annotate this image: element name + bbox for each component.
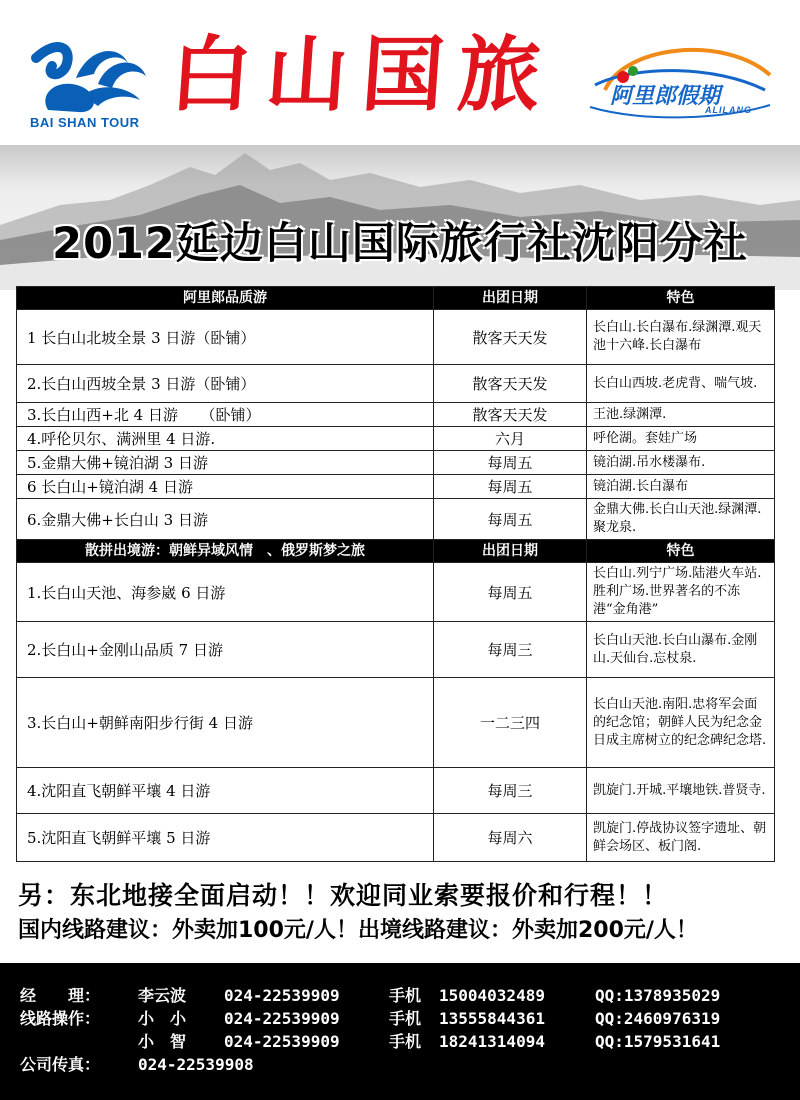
abroad-header-row	[17, 540, 775, 563]
date-cell: 散客天天发	[434, 310, 587, 365]
table-row	[17, 427, 775, 451]
contact-label: 线路操作：	[20, 1009, 101, 1028]
date-cell: 每周五	[434, 499, 587, 540]
logo-left-caption: BAI SHAN TOUR	[30, 115, 140, 130]
contact-footer	[0, 963, 800, 1100]
features-cell: 呼伦湖。套娃广场	[587, 427, 775, 451]
contact-phone: 024-22539909	[224, 1032, 340, 1051]
abroad-header-date: 出团日期	[434, 540, 587, 563]
route-cell: 4.沈阳直飞朝鲜平壤 4 日游	[17, 768, 434, 814]
logo-right-subword: ALILANG	[705, 105, 752, 115]
features-cell: 王池.绿渊潭.	[587, 403, 775, 427]
date-cell: 每周五	[434, 563, 587, 622]
features-cell: 长白山天池.南阳.忠将军会面的纪念馆；朝鲜人民为纪念金日成主席树立的纪念碑纪念塔.	[587, 678, 775, 768]
table-row	[17, 768, 775, 814]
abroad-header-route: 散拼出境游：朝鲜异域风情 、俄罗斯梦之旅	[17, 540, 434, 563]
contact-qq: QQ:2460976319	[595, 1009, 721, 1028]
route-cell: 5.金鼎大佛+镜泊湖 3 日游	[17, 451, 434, 475]
table-row	[17, 814, 775, 862]
features-cell: 长白山西坡.老虎背、喘气坡.	[587, 365, 775, 403]
table-row	[17, 451, 775, 475]
contact-label: 经 理：	[20, 986, 101, 1005]
contact-row-operator-1	[20, 1006, 720, 1029]
date-cell: 散客天天发	[434, 365, 587, 403]
features-cell: 金鼎大佛.长白山天池.绿渊潭.聚龙泉.	[587, 499, 775, 540]
date-cell: 每周六	[434, 814, 587, 862]
table-row	[17, 365, 775, 403]
route-cell: 3.长白山西+北 4 日游 （卧铺）	[17, 403, 434, 427]
contact-name: 小 智	[138, 1032, 187, 1051]
route-cell: 1.长白山天池、海参崴 6 日游	[17, 563, 434, 622]
table-row	[17, 499, 775, 540]
contact-mobile: 13555844361	[439, 1009, 545, 1028]
route-cell: 1 长白山北坡全景 3 日游（卧铺）	[17, 310, 434, 365]
domestic-header-route: 阿里郎品质游	[17, 287, 434, 310]
domestic-header-features: 特色	[587, 287, 775, 310]
notice-line-2: 国内线路建议：外卖加100元/人！出境线路建议：外卖加200元/人！	[18, 918, 698, 943]
features-cell: 镜泊湖.吊水楼瀑布.	[587, 451, 775, 475]
contact-row-manager	[20, 983, 720, 1006]
date-cell: 每周三	[434, 622, 587, 678]
domestic-header-date: 出团日期	[434, 287, 587, 310]
contact-qq: QQ:1579531641	[595, 1032, 721, 1051]
contact-phone: 024-22539909	[224, 986, 340, 1005]
contact-qq: QQ:1378935029	[595, 986, 721, 1005]
contact-row-fax	[20, 1052, 254, 1075]
features-cell: 凯旋门.停战协议签字遗址、朝鲜会场区、板门阁.	[587, 814, 775, 862]
contact-mobile: 18241314094	[439, 1032, 545, 1051]
fax-label: 公司传真：	[20, 1055, 101, 1074]
table-row	[17, 678, 775, 768]
tour-table	[16, 286, 774, 862]
date-cell: 每周五	[434, 475, 587, 499]
table-row	[17, 403, 775, 427]
date-cell: 一二三四	[434, 678, 587, 768]
date-cell: 散客天天发	[434, 403, 587, 427]
fax-number: 024-22539908	[138, 1055, 254, 1074]
banner-title: 2012延边白山国际旅行社沈阳分社	[52, 219, 748, 269]
features-cell: 凯旋门.开城.平壤地铁.普贤寺.	[587, 768, 775, 814]
contact-name: 小 小	[138, 1009, 187, 1028]
route-cell: 6.金鼎大佛+长白山 3 日游	[17, 499, 434, 540]
contact-phone: 024-22539909	[224, 1009, 340, 1028]
route-cell: 5.沈阳直飞朝鲜平壤 5 日游	[17, 814, 434, 862]
features-cell: 长白山天池.长白山瀑布.金刚山.天仙台.忘杖泉.	[587, 622, 775, 678]
route-cell: 2.长白山+金刚山品质 7 日游	[17, 622, 434, 678]
features-cell: 长白山.长白瀑布.绿渊潭.观天池十六峰.长白瀑布	[587, 310, 775, 365]
contact-row-operator-2	[20, 1029, 720, 1052]
date-cell: 每周三	[434, 768, 587, 814]
mobile-label: 手机	[389, 1032, 422, 1051]
notice-line-1: 另：东北地接全面启动！！欢迎同业索要报价和行程！！	[18, 881, 669, 910]
domestic-header-row	[17, 287, 775, 310]
mobile-label: 手机	[389, 1009, 422, 1028]
abroad-header-features: 特色	[587, 540, 775, 563]
alilang-logo	[585, 35, 775, 125]
route-cell: 4.呼伦贝尔、满洲里 4 日游.	[17, 427, 434, 451]
table-row	[17, 563, 775, 622]
contact-mobile: 15004032489	[439, 986, 545, 1005]
header	[0, 0, 800, 145]
mountain-banner	[0, 145, 800, 290]
table-row	[17, 622, 775, 678]
date-cell: 每周五	[434, 451, 587, 475]
route-cell: 2.长白山西坡全景 3 日游（卧铺）	[17, 365, 434, 403]
date-cell: 六月	[434, 427, 587, 451]
table-row	[17, 475, 775, 499]
baishan-logo	[28, 38, 153, 133]
table-row	[17, 310, 775, 365]
wave-logo-icon	[28, 38, 153, 116]
features-cell: 镜泊湖.长白瀑布	[587, 475, 775, 499]
brand-title: 白山国旅	[166, 27, 558, 123]
contact-name: 李云波	[138, 986, 187, 1005]
logo-right-wordmark: 阿里郎假期	[610, 84, 721, 109]
route-cell: 3.长白山+朝鲜南阳步行街 4 日游	[17, 678, 434, 768]
features-cell: 长白山.列宁广场.陆港火车站.胜利广场.世界著名的不冻港“金角港”	[587, 563, 775, 622]
route-cell: 6 长白山+镜泊湖 4 日游	[17, 475, 434, 499]
mobile-label: 手机	[389, 986, 422, 1005]
